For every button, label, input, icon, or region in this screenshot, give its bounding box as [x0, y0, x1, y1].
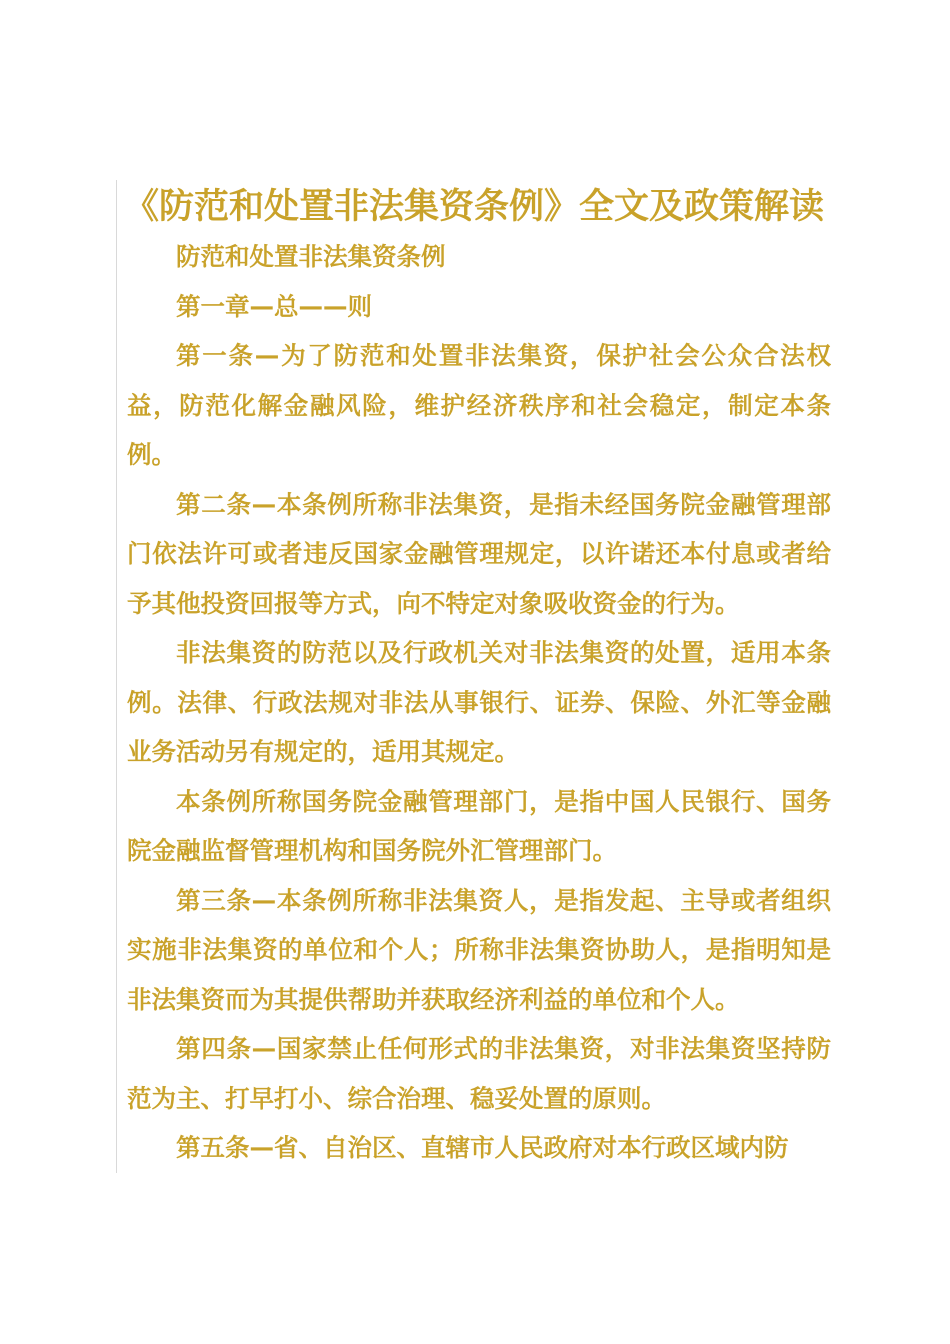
paragraph-article-1: 第一条—为了防范和处置非法集资，保护社会公众合法权益，防范化解金融风险，维护经济秩序和社会稳定，制定本条例。 [127, 341, 831, 469]
paragraph-article-5: 第五条—省、自治区、直辖市人民政府对本行政区域内防 [176, 1133, 789, 1162]
paragraph-article-3: 第三条—本条例所称非法集资人，是指发起、主导或者组织实施非法集资的单位和个人；所称非法集资协助人，是指明知是非法集资而为其提供帮助并获取经济利益的单位和个人。 [127, 885, 831, 1014]
paragraph-chapter-heading: 第一章—总——则 [176, 291, 372, 321]
document-title: 《防范和处置非法集资条例》全文及政策解读 [124, 187, 825, 227]
margin-rule [116, 180, 117, 1173]
document-body [127, 232, 831, 1173]
paragraph-article-2-definition: 本条例所称国务院金融管理部门，是指中国人民银行、国务院金融监督管理机构和国务院外汇管理部门。 [127, 786, 831, 865]
paragraph-article-4: 第四条—国家禁止任何形式的非法集资，对非法集资坚持防范为主、打早打小、综合治理、稳妥处置的原则。 [127, 1034, 831, 1113]
paragraph-article-2-scope: 非法集资的防范以及行政机关对非法集资的处置，适用本条例。法律、行政法规对非法从事银行、证券、保险、外汇等金融业务活动另有规定的，适用其规定。 [127, 638, 831, 766]
paragraph-subtitle: 防范和处置非法集资条例 [176, 242, 446, 271]
paragraph-article-2: 第二条—本条例所称非法集资，是指未经国务院金融管理部门依法许可或者违反国家金融管理规定，以许诺还本付息或者给予其他投资回报等方式，向不特定对象吸收资金的行为。 [127, 489, 831, 618]
